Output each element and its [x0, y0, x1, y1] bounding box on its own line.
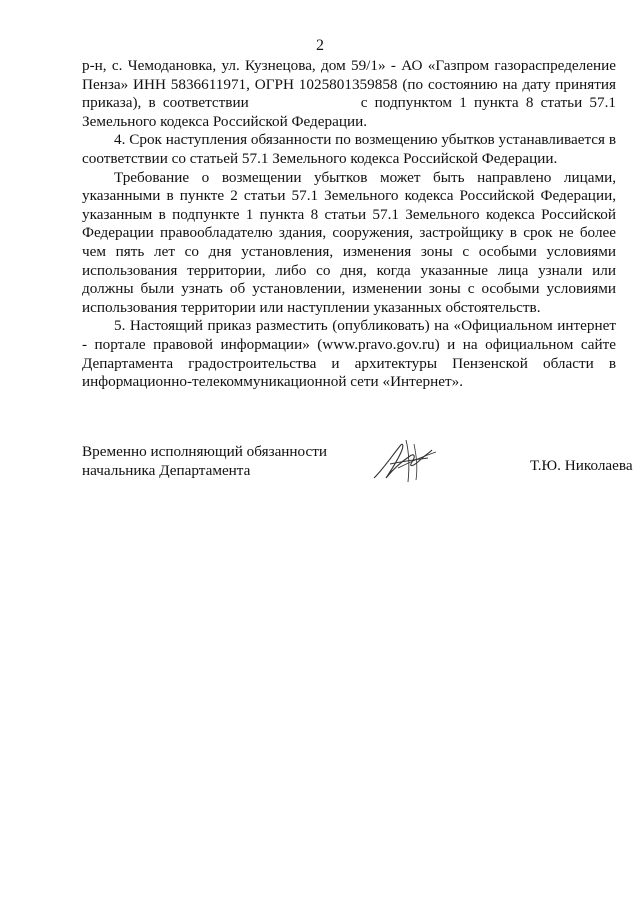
paragraph-damages-claim: Требование о возмещении убытков может быть направлено лицами, указанными в пункте 2 статьи 57.1 Земельного кодекса Российской Федерации, указанным в подпункте 1 пункта 8 статьи 57.1 Земельного кодекса Российской Федерации правообладателю здания, сооружения, застройщику в срок не более чем пять лет со дня установления, изменения зоны с особыми условиями использования территории, либо со дня, когда указанные лица узнали или должны были узнать об установлении, изменении зоны с особыми условиями использования территории или наступлении указанных обстоятельств.: [82, 168, 616, 316]
document-body: [82, 57, 616, 392]
signatory-title: [82, 442, 327, 480]
signatory-title-line2: начальника Департамента: [82, 462, 251, 479]
signatory-title-line1: Временно исполняющий обязанности: [82, 443, 328, 460]
paragraph-item-5: 5. Настоящий приказ разместить (опубликовать) на «Официальном интернет - портале правовой информации» (www.pravo.gov.ru) и на официальном сайте Департамента градостроительства и архитектуры Пензенской области в информационно-телекоммуникационной сети «Интернет».: [82, 317, 616, 391]
paragraph-continuation-part1: р-н, с. Чемодановка, ул. Кузнецова, дом 59/1» - АО «Газпром газораспределение Пенза» ИНН 5836611971, ОГРН 1025801359858 (по состоянию на дату принятия приказа), в соответствии: [82, 57, 616, 112]
paragraph-item-4: 4. Срок наступления обязанности по возмещению убытков устанавливается в соответствии со статьей 57.1 Земельного кодекса Российской Федерации.: [82, 131, 616, 167]
handwritten-signature: [370, 438, 442, 484]
paragraph-continuation: [82, 57, 616, 131]
paragraph-continuation-part2: с подпунктом 1 пункта 8 статьи 57.1 Земельного кодекса Российской Федерации.: [82, 94, 616, 130]
signatory-name: Т.Ю. Николаева: [530, 457, 633, 474]
page-number: 2: [316, 37, 324, 54]
